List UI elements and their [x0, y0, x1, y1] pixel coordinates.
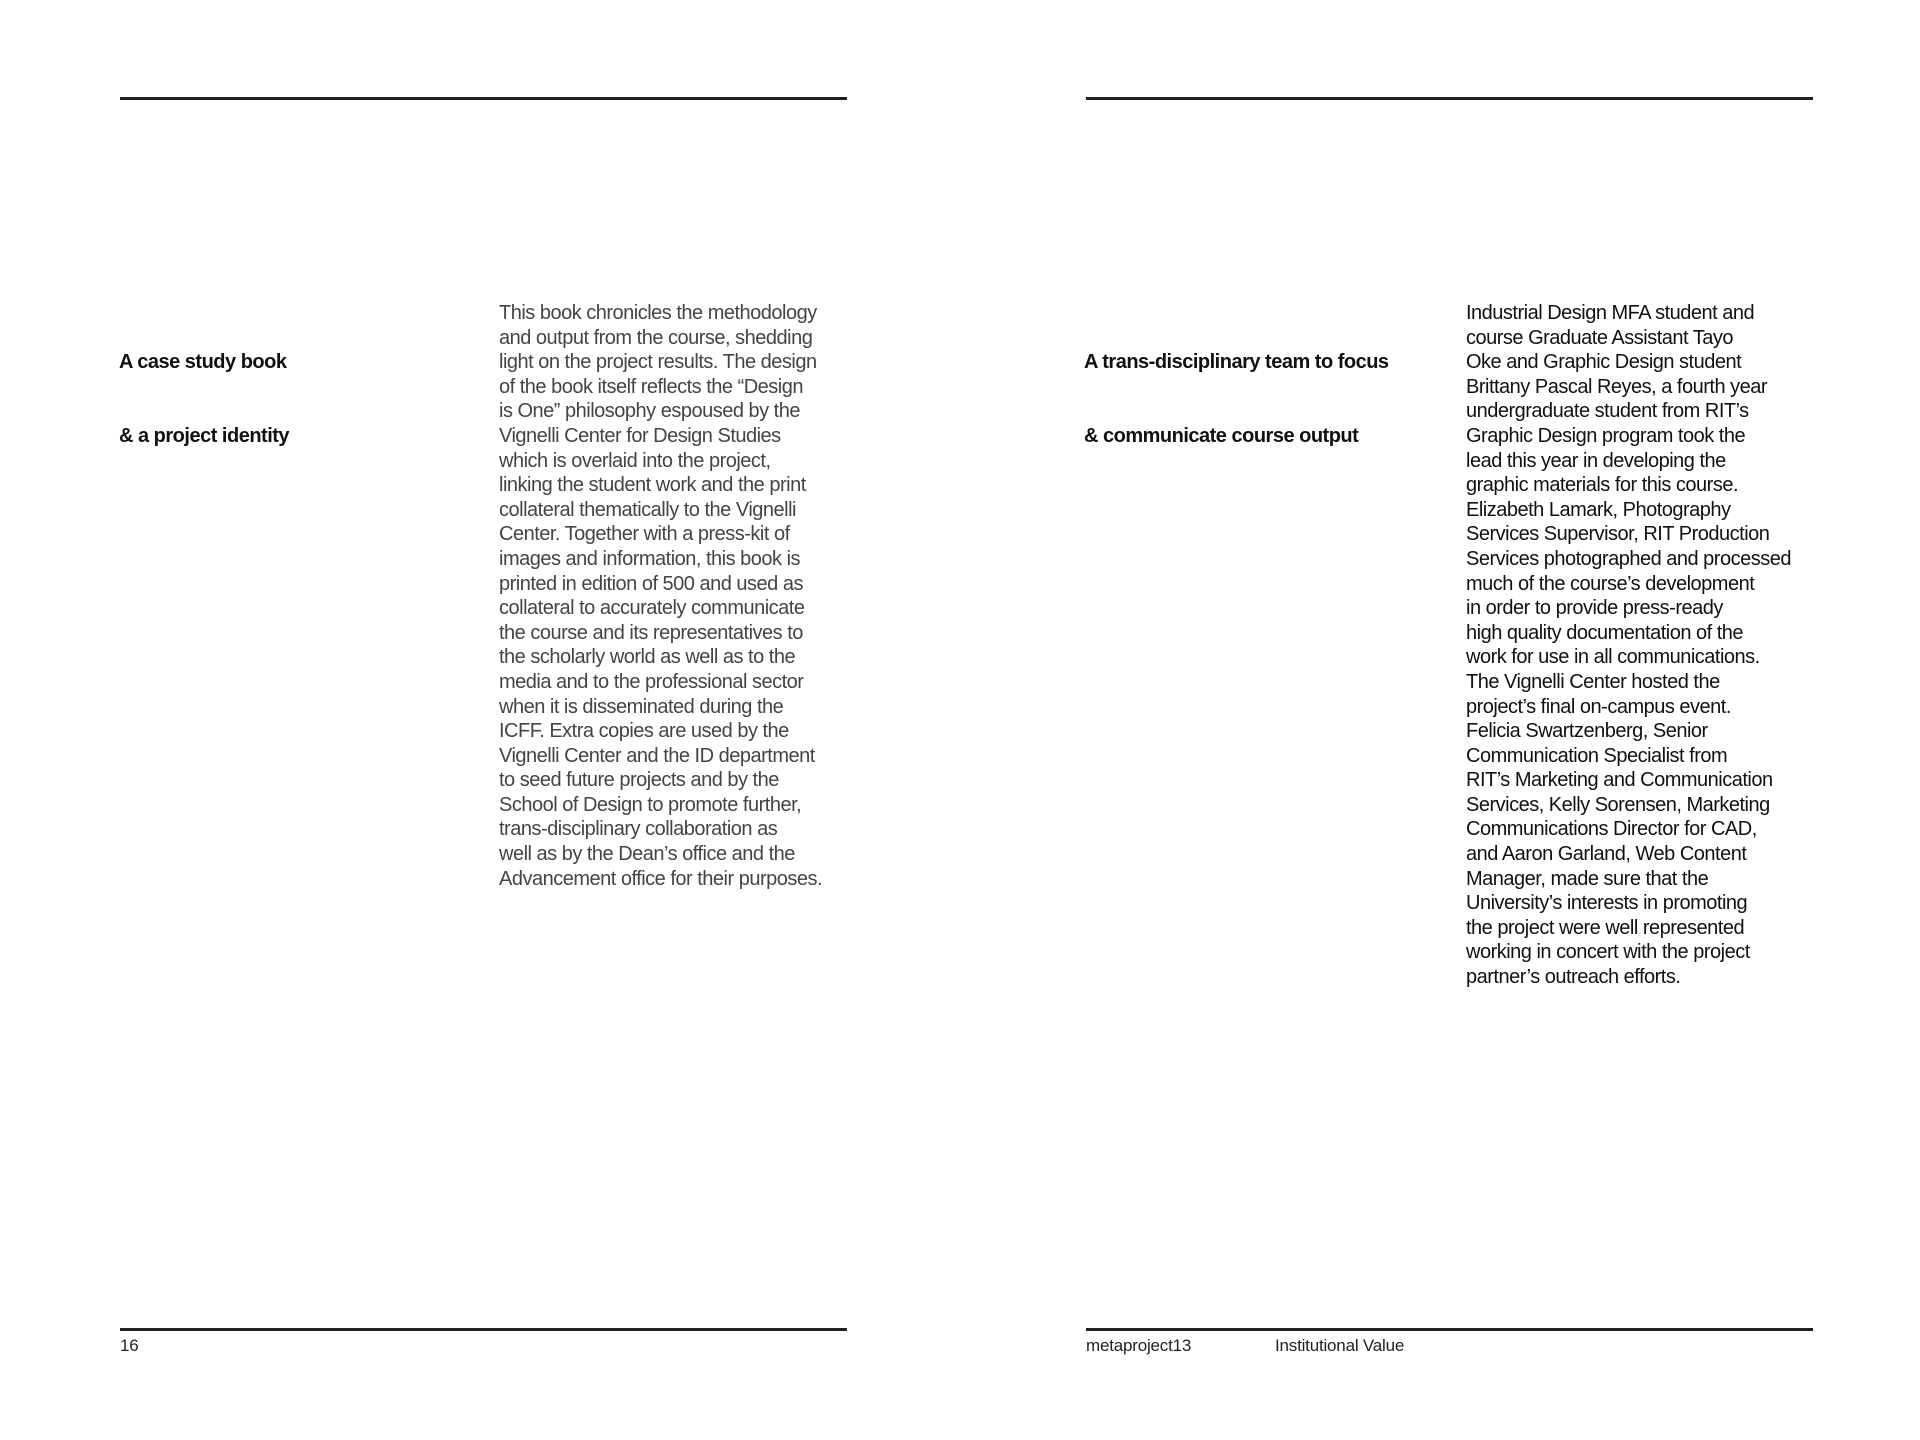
right-body-line: Manager, made sure that the — [1466, 867, 1709, 890]
right-section-heading — [1084, 301, 1389, 473]
right-body-line: University’s interests in promoting — [1466, 892, 1748, 915]
right-body-line: The Vignelli Center hosted the — [1466, 670, 1720, 693]
left-body-line: when it is disseminated during the — [499, 695, 784, 718]
left-body-line: the course and its representatives to — [499, 621, 803, 644]
left-body-line: is One” philosophy espoused by the — [499, 400, 800, 423]
left-body-line: light on the project results. The design — [499, 351, 817, 374]
left-body-line: of the book itself reflects the “Design — [499, 375, 803, 398]
right-body-line: much of the course’s development — [1466, 572, 1755, 595]
right-body-line: undergraduate student from RIT’s — [1466, 400, 1749, 423]
page-number: 16 — [120, 1336, 139, 1355]
left-bottom-rule — [120, 1328, 847, 1331]
right-body-line: Oke and Graphic Design student — [1466, 351, 1742, 374]
right-body-line: RIT’s Marketing and Communication — [1466, 769, 1773, 792]
left-body-line: linking the student work and the print — [499, 474, 806, 497]
right-body-line: Communications Director for CAD, — [1466, 818, 1757, 841]
right-body-line: and Aaron Garland, Web Content — [1466, 843, 1747, 866]
right-body-line: Brittany Pascal Reyes, a fourth year — [1466, 375, 1768, 398]
right-heading-line-1: A trans-disciplinary team to focus — [1084, 351, 1389, 374]
right-body-line: Communication Specialist from — [1466, 744, 1728, 767]
left-body-line: School of Design to promote further, — [499, 793, 802, 816]
left-body-line: collateral thematically to the Vignelli — [499, 498, 796, 521]
right-body-line: Graphic Design program took the — [1466, 424, 1746, 447]
right-body-line: high quality documentation of the — [1466, 621, 1744, 644]
left-heading-line-1: A case study book — [119, 351, 287, 374]
left-body-line: which is overlaid into the project, — [499, 449, 771, 472]
left-body-line: and output from the course, shedding — [499, 326, 813, 349]
left-body-line: printed in edition of 500 and used as — [499, 572, 803, 595]
right-body-line: Services Supervisor, RIT Production — [1466, 523, 1770, 546]
left-body-line: images and information, this book is — [499, 547, 801, 570]
right-body-line: partner’s outreach efforts. — [1466, 966, 1681, 989]
footer-publication: metaproject13 — [1086, 1336, 1192, 1355]
left-body-line: Advancement office for their purposes. — [499, 867, 823, 890]
left-body-line: Center. Together with a press-kit of — [499, 523, 790, 546]
left-body-line: This book chronicles the methodology — [499, 302, 817, 324]
left-heading-line-2: & a project identity — [119, 424, 290, 447]
right-body-line: work for use in all communications. — [1466, 646, 1760, 669]
left-body-line: well as by the Dean’s office and the — [499, 843, 795, 866]
footer-section: Institutional Value — [1275, 1336, 1405, 1355]
left-body-line: media and to the professional sector — [499, 670, 804, 693]
right-body-line: graphic materials for this course. — [1466, 474, 1739, 497]
left-body-text — [499, 301, 822, 891]
left-body-line: collateral to accurately communicate — [499, 597, 805, 620]
right-body-line: Services photographed and processed — [1466, 547, 1791, 570]
left-top-rule — [120, 97, 847, 100]
left-body-line: ICFF. Extra copies are used by the — [499, 720, 789, 743]
right-body-line: working in concert with the project — [1466, 941, 1750, 964]
left-section-heading — [119, 301, 289, 473]
left-body-line: the scholarly world as well as to the — [499, 646, 796, 669]
left-body-line: to seed future projects and by the — [499, 769, 779, 792]
right-body-line: Industrial Design MFA student and — [1466, 302, 1755, 324]
right-body-line: in order to provide press-ready — [1466, 597, 1723, 620]
left-body-line: trans-disciplinary collaboration as — [499, 818, 778, 841]
right-body-line: course Graduate Assistant Tayo — [1466, 326, 1734, 349]
right-body-line: lead this year in developing the — [1466, 449, 1726, 472]
right-body-line: the project were well represented — [1466, 916, 1745, 939]
right-body-line: Elizabeth Lamark, Photography — [1466, 498, 1731, 521]
left-body-line: Vignelli Center and the ID department — [499, 744, 815, 767]
right-heading-line-2: & communicate course output — [1084, 424, 1359, 447]
right-body-line: Felicia Swartzenberg, Senior — [1466, 720, 1708, 743]
right-body-text — [1466, 301, 1791, 990]
right-top-rule — [1086, 97, 1813, 100]
right-body-line: Services, Kelly Sorensen, Marketing — [1466, 793, 1770, 816]
left-body-line: Vignelli Center for Design Studies — [499, 424, 781, 447]
right-body-line: project’s final on-campus event. — [1466, 695, 1731, 718]
right-bottom-rule — [1086, 1328, 1813, 1331]
